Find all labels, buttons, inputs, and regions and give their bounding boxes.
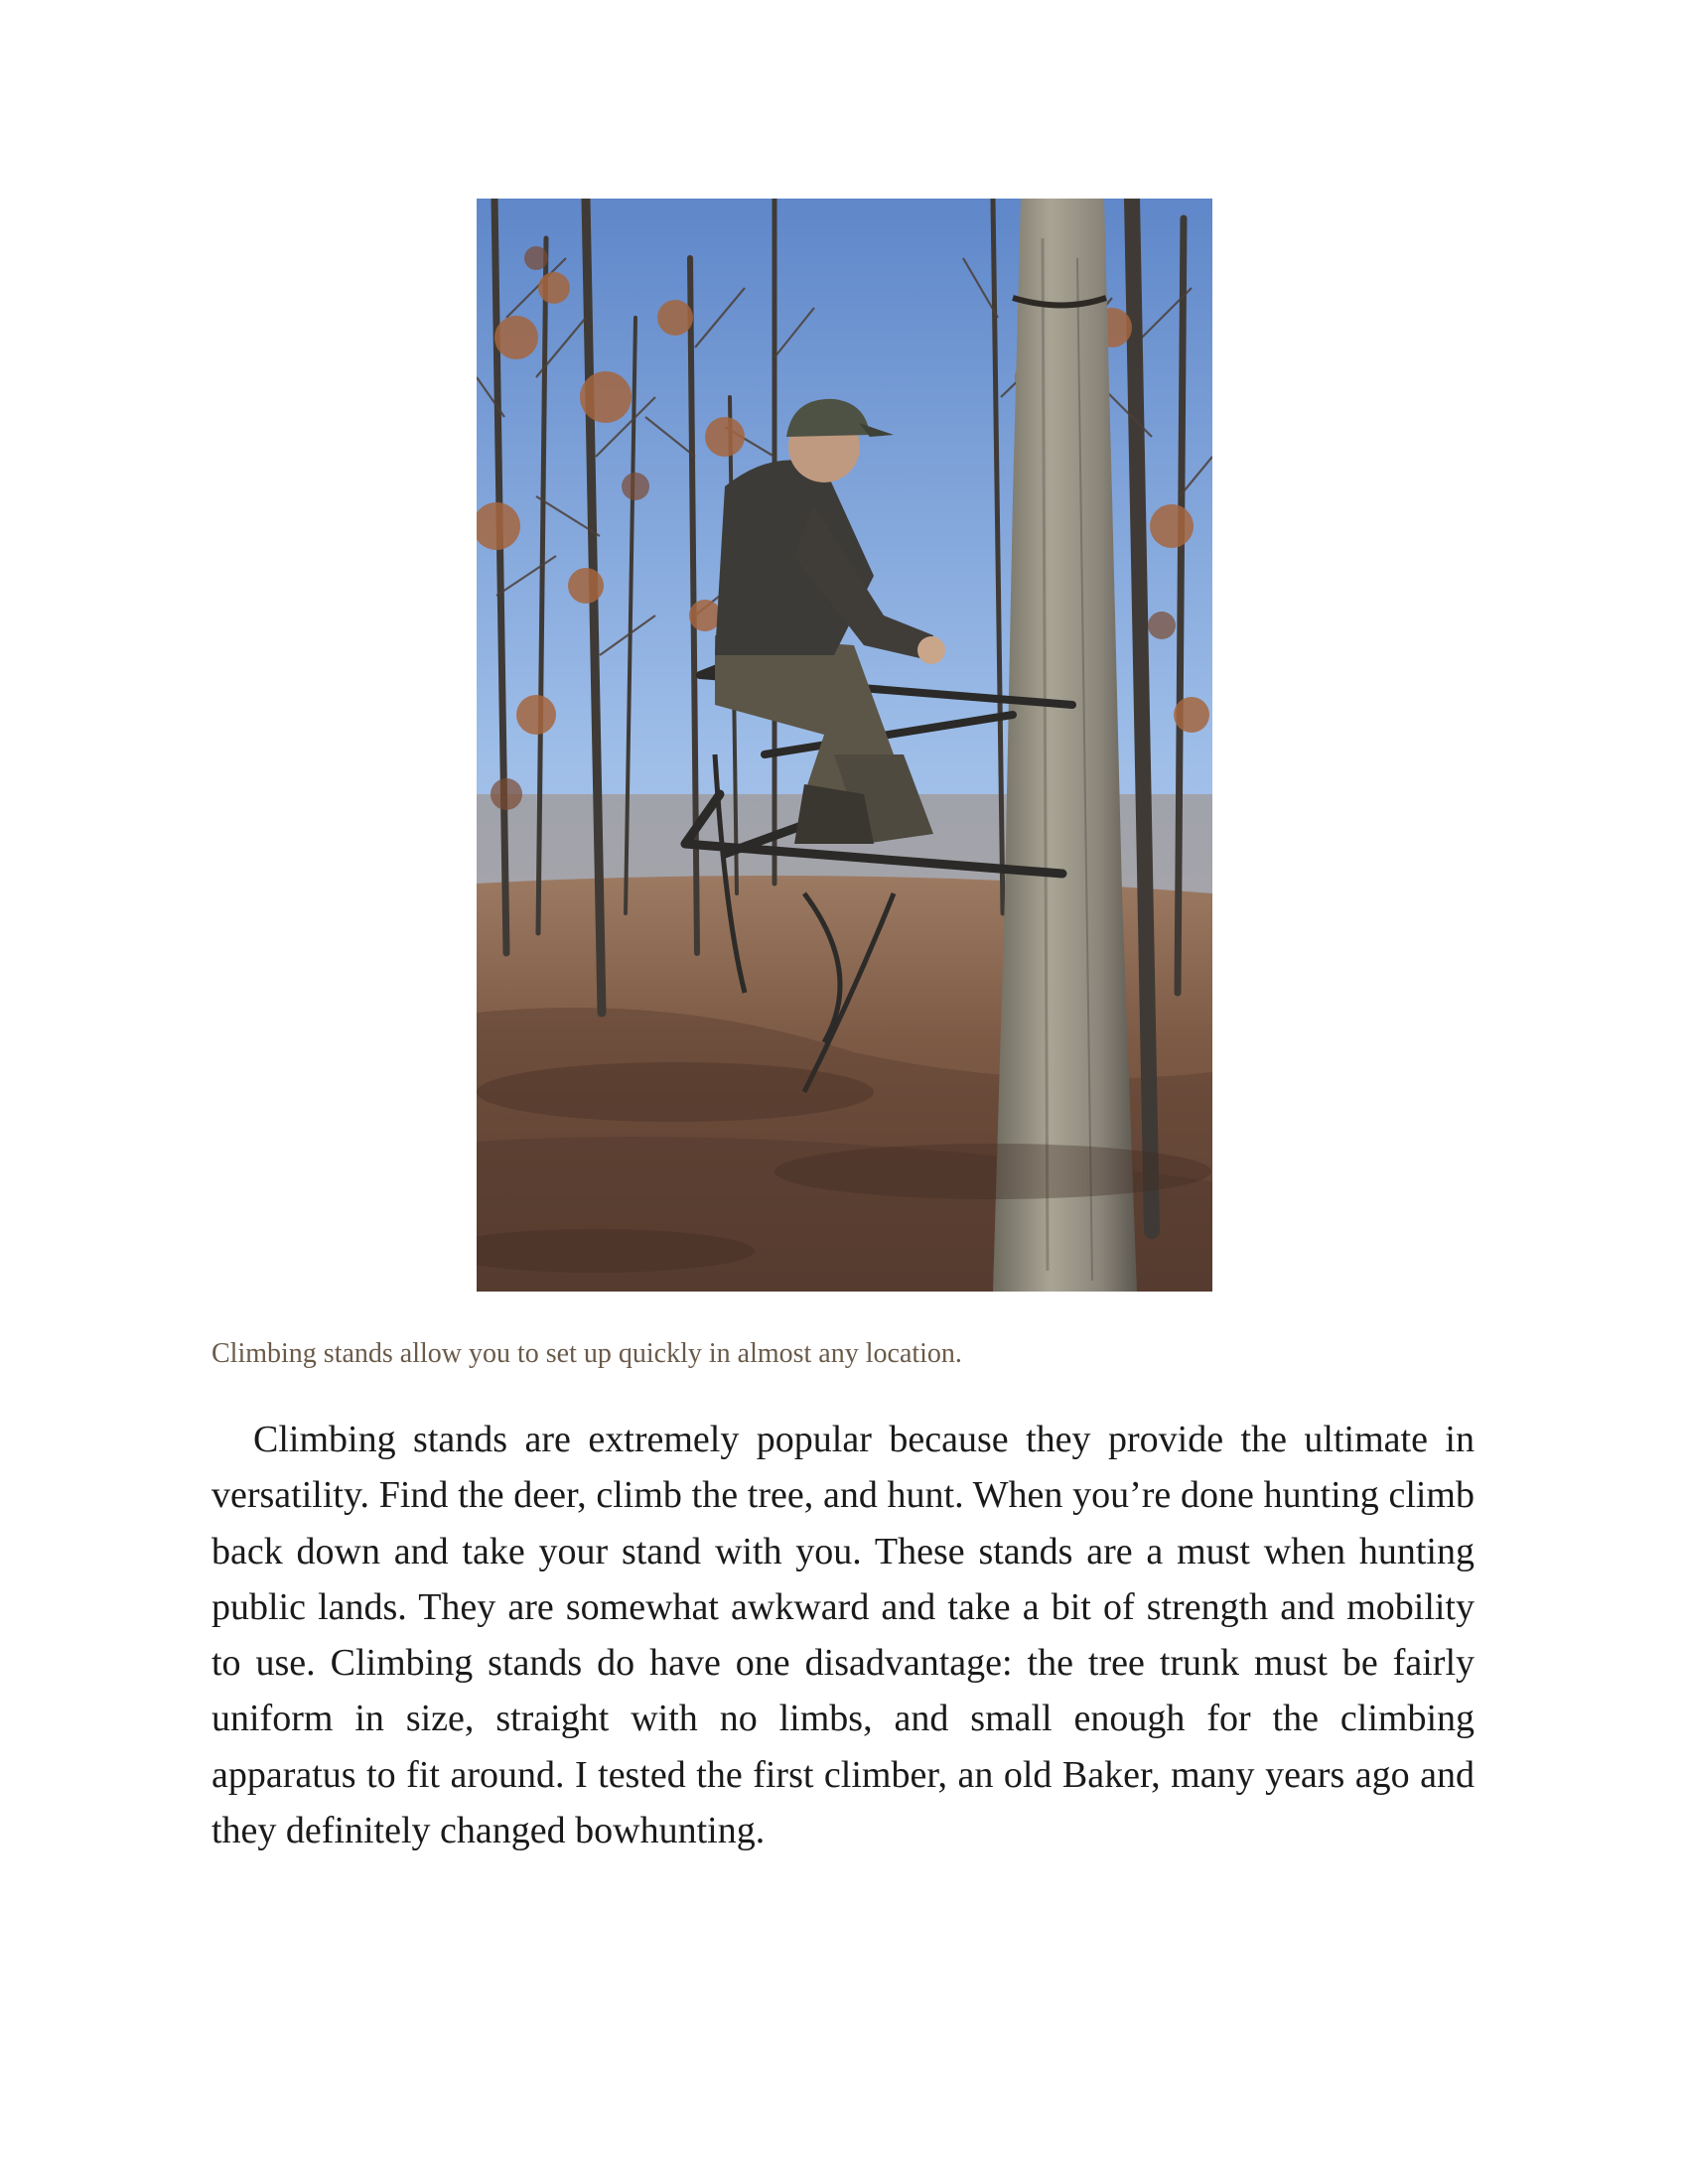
- figure-photo: [477, 199, 1212, 1292]
- body-paragraph: Climbing stands are extremely popular because they provide the ultimate in versatility. Find the deer, climb the tree, and hunt. When you’re done hunting climb back down and take your stand with you. These stands are a must when hunting public lands. They are somewhat awkward and take a bit of strength and mobility to use. Climbing stands do have one disadvantage: the tree trunk must be fairly uniform in size, straight with no limbs, and small enough for the climbing apparatus to fit around. I tested the first climber, an old Baker, many years ago and they definitely changed bowhunting.: [211, 1419, 1475, 1852]
- photo-hunter-in-climbing-treestand: [477, 199, 1212, 1292]
- figure-caption: Climbing stands allow you to set up quickly in almost any location.: [211, 1338, 962, 1369]
